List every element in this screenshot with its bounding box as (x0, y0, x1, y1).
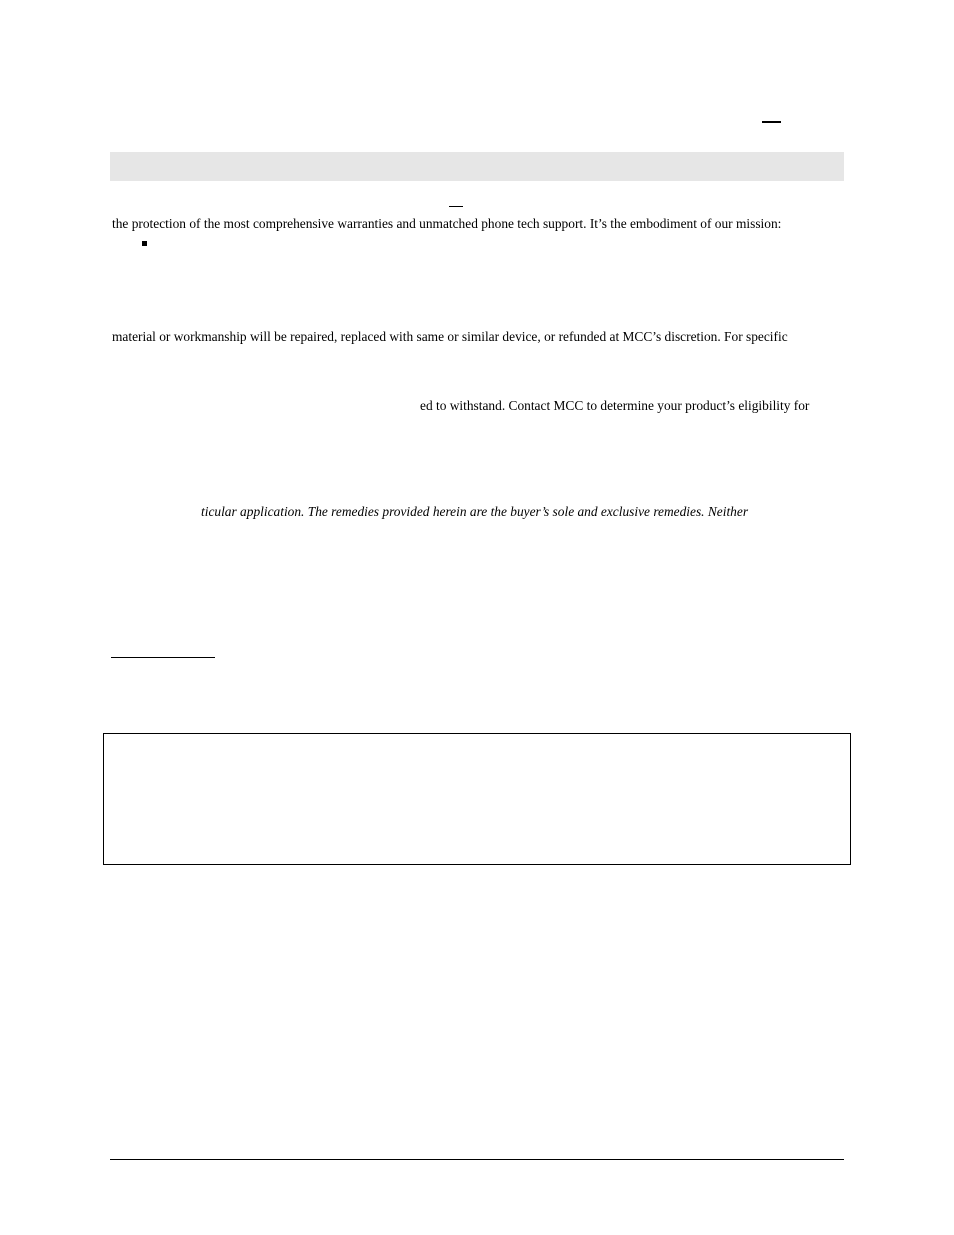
hyperlink-underline[interactable] (111, 657, 215, 658)
eligibility-paragraph-line: ed to withstand. Contact MCC to determine your product’s eligibility for (420, 398, 810, 413)
intro-paragraph-line: the protection of the most comprehensive warranties and unmatched phone tech support. It’s the embodiment of our mission: (112, 216, 782, 231)
disclaimer-paragraph-line: ticular application. The remedies provided herein are the buyer’s sole and exclusive remedies. Neither (201, 504, 749, 519)
section-separator-dash (449, 206, 463, 207)
notice-box (103, 733, 851, 865)
header-dash-mark (762, 121, 781, 123)
list-bullet-icon (142, 241, 147, 246)
section-header-band (110, 152, 844, 181)
footer-divider (110, 1159, 844, 1160)
warranty-paragraph-line: material or workmanship will be repaired, replaced with same or similar device, or refunded at MCC’s discretion. For specific (112, 329, 788, 344)
